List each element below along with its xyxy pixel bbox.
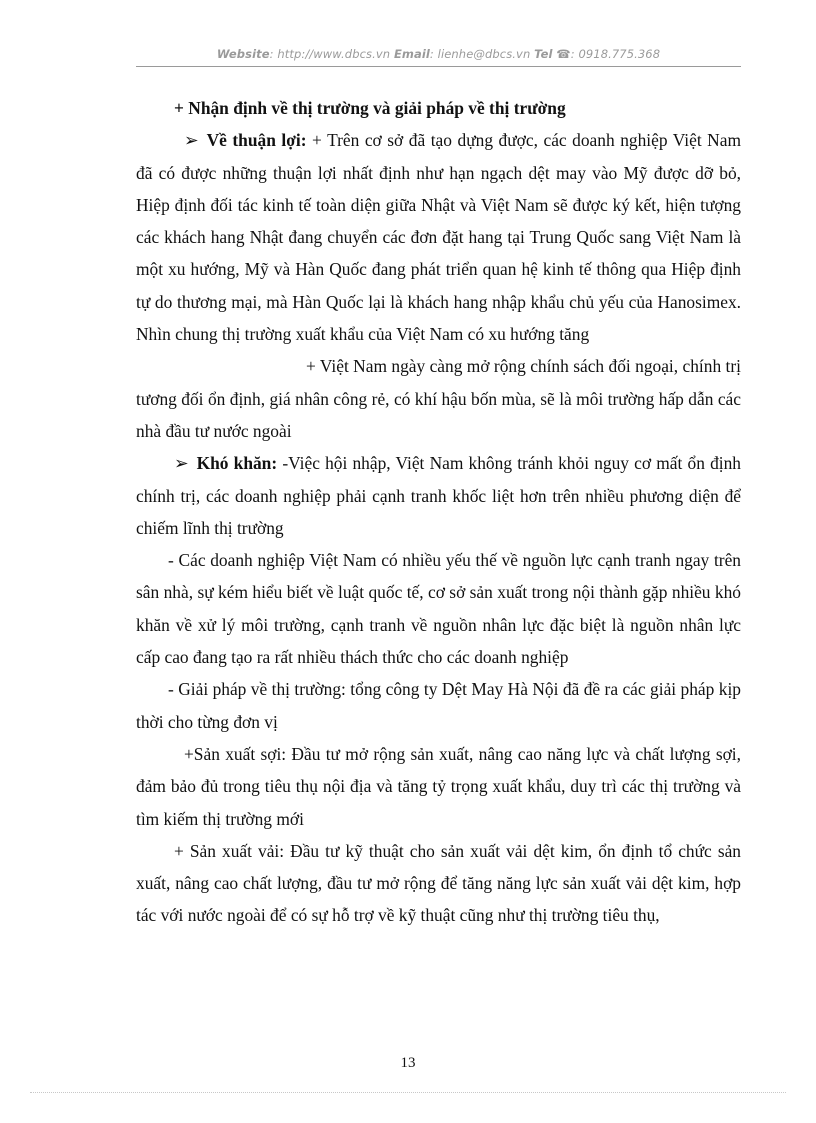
paragraph-san-xuat-vai: + Sản xuất vải: Đầu tư kỹ thuật cho sản xuất vải dệt kim, ổn định tổ chức sản xuất, nâng cao chất lượng, đầu tư mở rộng để tăng năng lực sản xuất vải dệt kim, hợp tác với nước ngoài để có sự hỗ trợ về kỹ thuật cũng như thị trường tiêu thụ, bbox=[136, 840, 741, 926]
arrow-bullet-icon: ➢ bbox=[174, 453, 189, 474]
text-thuan-loi: + Trên cơ sở đã tạo dựng được, các doanh nghiệp Việt Nam đã có được những thuận lợi nhất định như hạn ngạch dệt may vào Mỹ được dỡ bỏ, Hiệp định đối tác kinh tế toàn diện giữa Nhật và Việt Nam sẽ được ký kết, hiện tượng các khách hang Nhật đang chuyển các đơn đặt hang tại Trung Quốc sang Việt Nam là một xu hướng, Mỹ và Hàn Quốc đang phát triển quan hệ kinh tế thông qua Hiệp định tự do thương mại, mà Hàn Quốc lại là khách hang nhập khẩu chủ yếu của Hanosimex. Nhìn chung thị trường xuất khẩu của Việt Nam có xu hướng tăng bbox=[136, 130, 741, 345]
arrow-bullet-icon: ➢ bbox=[184, 130, 199, 151]
paragraph-kho-khan bbox=[136, 447, 741, 544]
text-kho-khan: -Việc hội nhập, Việt Nam không tránh khỏi nguy cơ mất ổn định chính trị, các doanh nghiệp phải cạnh tranh khốc liệt hơn trên nhiều phương diện để chiếm lĩnh thị trường bbox=[136, 453, 741, 538]
header-divider bbox=[136, 66, 741, 67]
phone-icon: ☎ bbox=[556, 47, 571, 61]
tel-value: : 0918.775.368 bbox=[570, 47, 661, 61]
paragraph-chinh-sach: + Việt Nam ngày càng mở rộng chính sách đối ngoại, chính trị tương đối ổn định, giá nhân công rẻ, có khí hậu bốn mùa, sẽ là môi trường hấp dẫn các nhà đầu tư nước ngoài bbox=[136, 356, 741, 441]
heading-kho-khan: Khó khăn: bbox=[196, 453, 278, 474]
document-body bbox=[136, 92, 741, 932]
paragraph-thuan-loi bbox=[136, 124, 741, 350]
page-header bbox=[136, 47, 741, 61]
section-title: + Nhận định về thị trường và giải pháp về thị trường bbox=[174, 98, 566, 118]
footer-divider bbox=[30, 1092, 786, 1093]
website-label: Website bbox=[216, 47, 270, 61]
email-value: : lienhe@dbcs.vn bbox=[429, 47, 531, 61]
paragraph-san-xuat-soi: +Sản xuất sợi: Đầu tư mở rộng sản xuất, nâng cao năng lực và chất lượng sợi, đảm bảo đủ trong tiêu thụ nội địa và tăng tỷ trọng xuất khẩu, duy trì các thị trường và tìm kiếm thị trường mới bbox=[136, 743, 741, 829]
paragraph-yeu-the: - Các doanh nghiệp Việt Nam có nhiều yếu thế về nguồn lực cạnh tranh ngay trên sân nhà, sự kém hiểu biết về luật quốc tế, cơ sở sản xuất trong nội thành gặp nhiều khó khăn về xử lý môi trường, cạnh tranh về nguồn nhân lực đặc biệt là nguồn nhân lực cấp cao đang tạo ra rất nhiều thách thức cho các doanh nghiệp bbox=[136, 550, 741, 668]
email-label: Email bbox=[393, 47, 430, 61]
page-number: 13 bbox=[400, 1055, 416, 1071]
heading-thuan-loi: Về thuận lợi: bbox=[206, 130, 307, 151]
paragraph-giai-phap: - Giải pháp về thị trường: tổng công ty Dệt May Hà Nội đã đề ra các giải pháp kịp thời cho từng đơn vị bbox=[136, 679, 741, 732]
tel-label: Tel bbox=[534, 47, 553, 61]
website-value: : http://www.dbcs.vn bbox=[269, 47, 391, 61]
